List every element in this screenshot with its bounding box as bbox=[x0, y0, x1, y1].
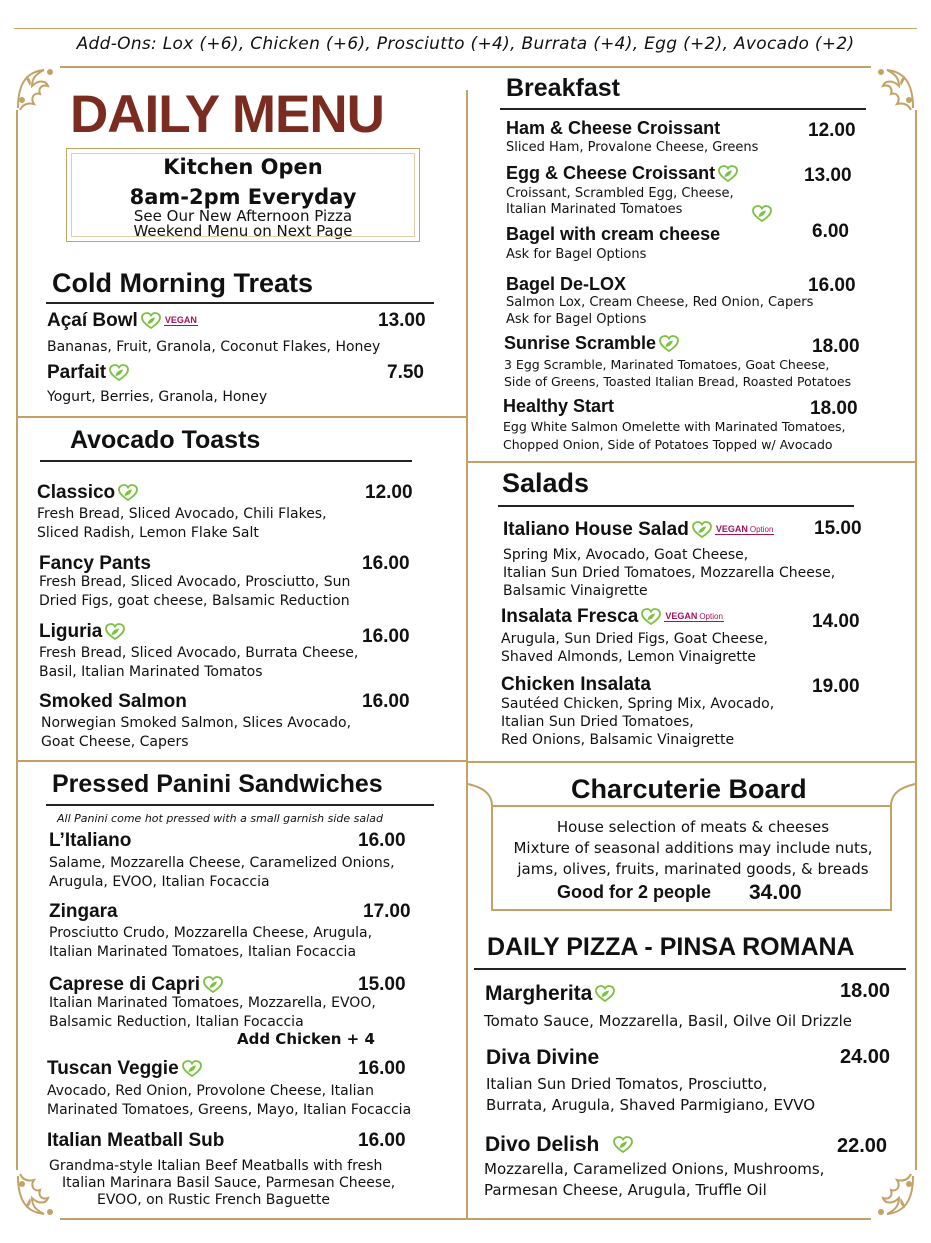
menu-item-desc: Fresh Bread, Sliced Avocado, Chili Flakes, bbox=[37, 506, 327, 522]
menu-item-price: 7.50 bbox=[387, 362, 424, 383]
page-title: DAILY MENU bbox=[70, 85, 384, 144]
menu-item-name: Parfait bbox=[47, 362, 129, 384]
menu-item-desc: Yogurt, Berries, Granola, Honey bbox=[47, 389, 268, 405]
section-divider bbox=[466, 461, 917, 463]
menu-item-desc: Prosciutto Crudo, Mozzarella Cheese, Arugula, bbox=[49, 925, 373, 941]
menu-item-price: 16.00 bbox=[358, 1130, 406, 1151]
menu-item-desc: Ask for Bagel Options bbox=[506, 312, 647, 327]
corner-ornament-icon bbox=[869, 1172, 917, 1220]
menu-item-desc: Italian Marinated Tomatoes, Italian Focaccia bbox=[49, 944, 357, 960]
vegetarian-leaf-icon bbox=[118, 484, 138, 502]
menu-item-desc: Arugula, EVOO, Italian Focaccia bbox=[49, 874, 270, 890]
section-title-pizza: DAILY PIZZA - PINSA ROMANA bbox=[487, 933, 855, 961]
vegan-option-badge: VEGAN Option bbox=[715, 524, 774, 535]
vegetarian-leaf-icon bbox=[595, 985, 615, 1003]
menu-item-name: Ham & Cheese Croissant bbox=[506, 118, 721, 138]
center-divider bbox=[466, 90, 468, 1218]
menu-item-desc: Balsamic Reduction, Italian Focaccia bbox=[49, 1014, 304, 1030]
section-title-avocado: Avocado Toasts bbox=[70, 426, 261, 454]
menu-item-price: 16.00 bbox=[358, 830, 406, 851]
menu-item-desc: Chopped Onion, Side of Potatoes Topped w/ Avocado bbox=[503, 437, 833, 452]
menu-item-desc: Sliced Ham, Provalone Cheese, Greens bbox=[506, 140, 759, 155]
menu-item-desc: Red Onions, Balsamic Vinaigrette bbox=[501, 732, 735, 748]
vegan-badge: VEGAN bbox=[164, 315, 197, 326]
frame-left bbox=[16, 110, 18, 1170]
menu-item-price: 18.00 bbox=[812, 336, 860, 357]
menu-item-name: Bagel De-LOX bbox=[506, 274, 627, 294]
menu-item-desc: Italian Sun Dried Tomatoes, bbox=[501, 714, 694, 730]
panini-note: All Panini come hot pressed with a small garnish side salad bbox=[57, 812, 383, 825]
menu-item-price: 15.00 bbox=[814, 518, 862, 539]
vegetarian-leaf-icon bbox=[105, 623, 125, 641]
kitchen-line-4: Weekend Menu on Next Page bbox=[133, 222, 353, 240]
charcuterie-line-3: jams, olives, fruits, marinated goods, & breads bbox=[517, 860, 869, 878]
menu-item-desc: Spring Mix, Avocado, Goat Cheese, bbox=[503, 547, 749, 563]
section-title-charcuterie: Charcuterie Board bbox=[571, 774, 807, 804]
menu-item-name: Egg & Cheese Croissant bbox=[506, 163, 738, 184]
menu-item-desc: Burrata, Arugula, Shaved Parmigiano, EVVO bbox=[486, 1096, 816, 1114]
menu-item-price: 15.00 bbox=[358, 974, 406, 995]
menu-item-desc: Italian Marinated Tomatoes bbox=[506, 202, 683, 217]
menu-item-name: Diva Divine bbox=[486, 1046, 600, 1069]
menu-item-desc: Parmesan Cheese, Arugula, Truffle Oil bbox=[484, 1181, 767, 1199]
charcuterie-line-1: House selection of meats & cheeses bbox=[556, 818, 830, 836]
section-rule bbox=[46, 302, 434, 304]
menu-item-desc: Salmon Lox, Cream Cheese, Red Onion, Capers bbox=[506, 295, 814, 310]
menu-item-price: 18.00 bbox=[810, 398, 858, 419]
section-rule bbox=[500, 108, 866, 110]
charcuterie-serving: Good for 2 people bbox=[557, 882, 712, 902]
section-title-panini: Pressed Panini Sandwiches bbox=[52, 770, 383, 798]
vegetarian-leaf-icon bbox=[752, 205, 772, 223]
menu-item-desc: Avocado, Red Onion, Provolone Cheese, Italian bbox=[47, 1083, 374, 1099]
menu-item-desc: Goat Cheese, Capers bbox=[41, 734, 189, 750]
menu-item-price: 19.00 bbox=[812, 676, 860, 697]
menu-item-desc: Dried Figs, goat cheese, Balsamic Reduction bbox=[39, 593, 350, 609]
menu-item-name: Smoked Salmon bbox=[39, 691, 187, 712]
menu-item-name: Divo Delish bbox=[485, 1133, 633, 1157]
menu-item-name: Sunrise Scramble bbox=[504, 333, 679, 354]
kitchen-line-1: Kitchen Open bbox=[163, 155, 323, 179]
kitchen-hours-box bbox=[66, 148, 420, 242]
section-rule bbox=[498, 505, 854, 507]
menu-item-price: 14.00 bbox=[812, 611, 860, 632]
menu-item-desc: Shaved Almonds, Lemon Vinaigrette bbox=[501, 649, 756, 665]
menu-item-desc: Side of Greens, Toasted Italian Bread, Roasted Potatoes bbox=[504, 374, 852, 389]
vegetarian-leaf-icon bbox=[641, 608, 661, 626]
menu-item-desc: Italian Marinara Basil Sauce, Parmesan Cheese, bbox=[62, 1175, 396, 1191]
menu-item-desc: Sliced Radish, Lemon Flake Salt bbox=[37, 525, 259, 541]
kitchen-line-3: See Our New Afternoon Pizza bbox=[133, 207, 353, 225]
add-ons-line: Add-Ons: Lox (+6), Chicken (+6), Prosciutto (+4), Burrata (+4), Egg (+2), Avocado (+2) bbox=[76, 34, 855, 54]
corner-ornament-icon bbox=[14, 1172, 62, 1220]
menu-item-price: 24.00 bbox=[840, 1046, 891, 1068]
menu-item-desc: Mozzarella, Caramelized Onions, Mushrooms, bbox=[484, 1160, 825, 1178]
menu-item-price: 6.00 bbox=[812, 221, 849, 242]
menu-item-name: Açaí Bowl VEGAN bbox=[47, 310, 197, 331]
vegetarian-leaf-icon bbox=[141, 312, 161, 330]
menu-item-desc: Salame, Mozzarella Cheese, Caramelized Onions, bbox=[49, 855, 395, 871]
vegetarian-leaf-icon bbox=[659, 335, 679, 353]
menu-item-desc: Italian Sun Dried Tomatoes, Mozzarella Cheese, bbox=[503, 565, 836, 581]
menu-item-price: 12.00 bbox=[365, 482, 413, 503]
menu-item-price: 18.00 bbox=[840, 980, 891, 1002]
vegetarian-leaf-icon bbox=[109, 364, 129, 382]
menu-item-desc: Egg White Salmon Omelette with Marinated Tomatoes, bbox=[503, 419, 846, 434]
menu-item-price: 16.00 bbox=[808, 275, 856, 296]
menu-item-name: Tuscan Veggie bbox=[47, 1058, 202, 1080]
menu-item-desc: Bananas, Fruit, Granola, Coconut Flakes, Honey bbox=[47, 339, 381, 355]
section-rule bbox=[46, 804, 434, 806]
menu-item-desc: Arugula, Sun Dried Figs, Goat Cheese, bbox=[501, 631, 768, 647]
section-rule bbox=[474, 968, 906, 970]
menu-item-name: Liguria bbox=[39, 621, 125, 643]
menu-item-desc: Fresh Bread, Sliced Avocado, Prosciutto, Sun bbox=[39, 574, 351, 590]
vegetarian-leaf-icon bbox=[203, 976, 223, 994]
menu-item-name: Classico bbox=[37, 482, 138, 504]
menu-item-desc: Ask for Bagel Options bbox=[506, 247, 647, 262]
menu-item-desc: Sautéed Chicken, Spring Mix, Avocado, bbox=[501, 696, 775, 712]
top-divider bbox=[14, 28, 917, 29]
section-title-breakfast: Breakfast bbox=[506, 74, 620, 102]
section-divider bbox=[16, 760, 466, 762]
menu-item-price: 17.00 bbox=[363, 901, 411, 922]
menu-item-name: Healthy Start bbox=[503, 396, 615, 416]
menu-item-price: 16.00 bbox=[362, 626, 410, 647]
menu-item-price: 16.00 bbox=[362, 553, 410, 574]
vegetarian-leaf-icon bbox=[182, 1060, 202, 1078]
menu-item-desc: Fresh Bread, Sliced Avocado, Burrata Cheese, bbox=[39, 645, 359, 661]
menu-item-desc: Tomato Sauce, Mozzarella, Basil, Oilve Oil Drizzle bbox=[484, 1012, 852, 1030]
menu-item-name: Fancy Pants bbox=[39, 553, 151, 574]
vegetarian-leaf-icon bbox=[692, 521, 712, 539]
frame-bottom bbox=[60, 1218, 871, 1220]
menu-item-desc: Marinated Tomatoes, Greens, Mayo, Italian Focaccia bbox=[47, 1102, 412, 1118]
menu-item-price: 13.00 bbox=[804, 165, 852, 186]
menu-item-price: 22.00 bbox=[837, 1135, 888, 1157]
menu-item-name: Insalata Fresca VEGAN Option bbox=[501, 606, 723, 627]
vegetarian-leaf-icon bbox=[718, 165, 738, 183]
section-divider bbox=[16, 416, 466, 418]
menu-item-name: Italian Meatball Sub bbox=[47, 1130, 225, 1151]
menu-item-desc: Italian Sun Dried Tomatos, Prosciutto, bbox=[486, 1075, 768, 1093]
menu-item-price: 16.00 bbox=[362, 691, 410, 712]
kitchen-line-2: 8am-2pm Everyday bbox=[129, 185, 357, 209]
corner-ornament-icon bbox=[14, 64, 62, 112]
menu-item-name: Caprese di Capri bbox=[49, 974, 223, 996]
menu-item-desc: Basil, Italian Marinated Tomatos bbox=[39, 664, 263, 680]
charcuterie-line-2: Mixture of seasonal additions may include nuts, bbox=[513, 839, 873, 857]
menu-item-name: L’Italiano bbox=[49, 830, 132, 851]
frame-right bbox=[915, 110, 917, 1170]
menu-item-desc: Balsamic Vinaigrette bbox=[503, 583, 648, 599]
menu-item-name: Chicken Insalata bbox=[501, 674, 651, 695]
menu-item-desc: EVOO, on Rustic French Baguette bbox=[97, 1192, 330, 1208]
menu-item-desc: Grandma-style Italian Beef Meatballs with fresh bbox=[49, 1158, 383, 1174]
menu-item-desc: 3 Egg Scramble, Marinated Tomatoes, Goat Cheese, bbox=[504, 357, 830, 372]
menu-item-price: 12.00 bbox=[808, 120, 856, 141]
menu-item-price: 13.00 bbox=[378, 310, 426, 331]
section-title-salads: Salads bbox=[502, 468, 590, 498]
vegetarian-leaf-icon bbox=[613, 1136, 633, 1154]
corner-ornament-icon bbox=[869, 64, 917, 112]
section-rule bbox=[40, 460, 412, 462]
menu-item-name: Bagel with cream cheese bbox=[506, 224, 721, 244]
frame-top bbox=[60, 66, 871, 68]
section-title-cold: Cold Morning Treats bbox=[52, 268, 314, 298]
menu-item-desc: Italian Marinated Tomatoes, Mozzarella, EVOO, bbox=[49, 995, 376, 1011]
add-chicken-note: Add Chicken + 4 bbox=[237, 1030, 375, 1048]
menu-item-desc: Croissant, Scrambled Egg, Cheese, bbox=[506, 186, 734, 201]
charcuterie-price: 34.00 bbox=[749, 881, 802, 904]
vegan-option-badge: VEGAN Option bbox=[665, 611, 723, 622]
menu-item-name: Italiano House Salad VEGAN Option bbox=[503, 519, 774, 540]
menu-item-desc: Norwegian Smoked Salmon, Slices Avocado, bbox=[41, 715, 352, 731]
menu-item-name: Zingara bbox=[49, 901, 118, 922]
menu-item-name: Margherita bbox=[485, 982, 615, 1006]
menu-item-price: 16.00 bbox=[358, 1058, 406, 1079]
